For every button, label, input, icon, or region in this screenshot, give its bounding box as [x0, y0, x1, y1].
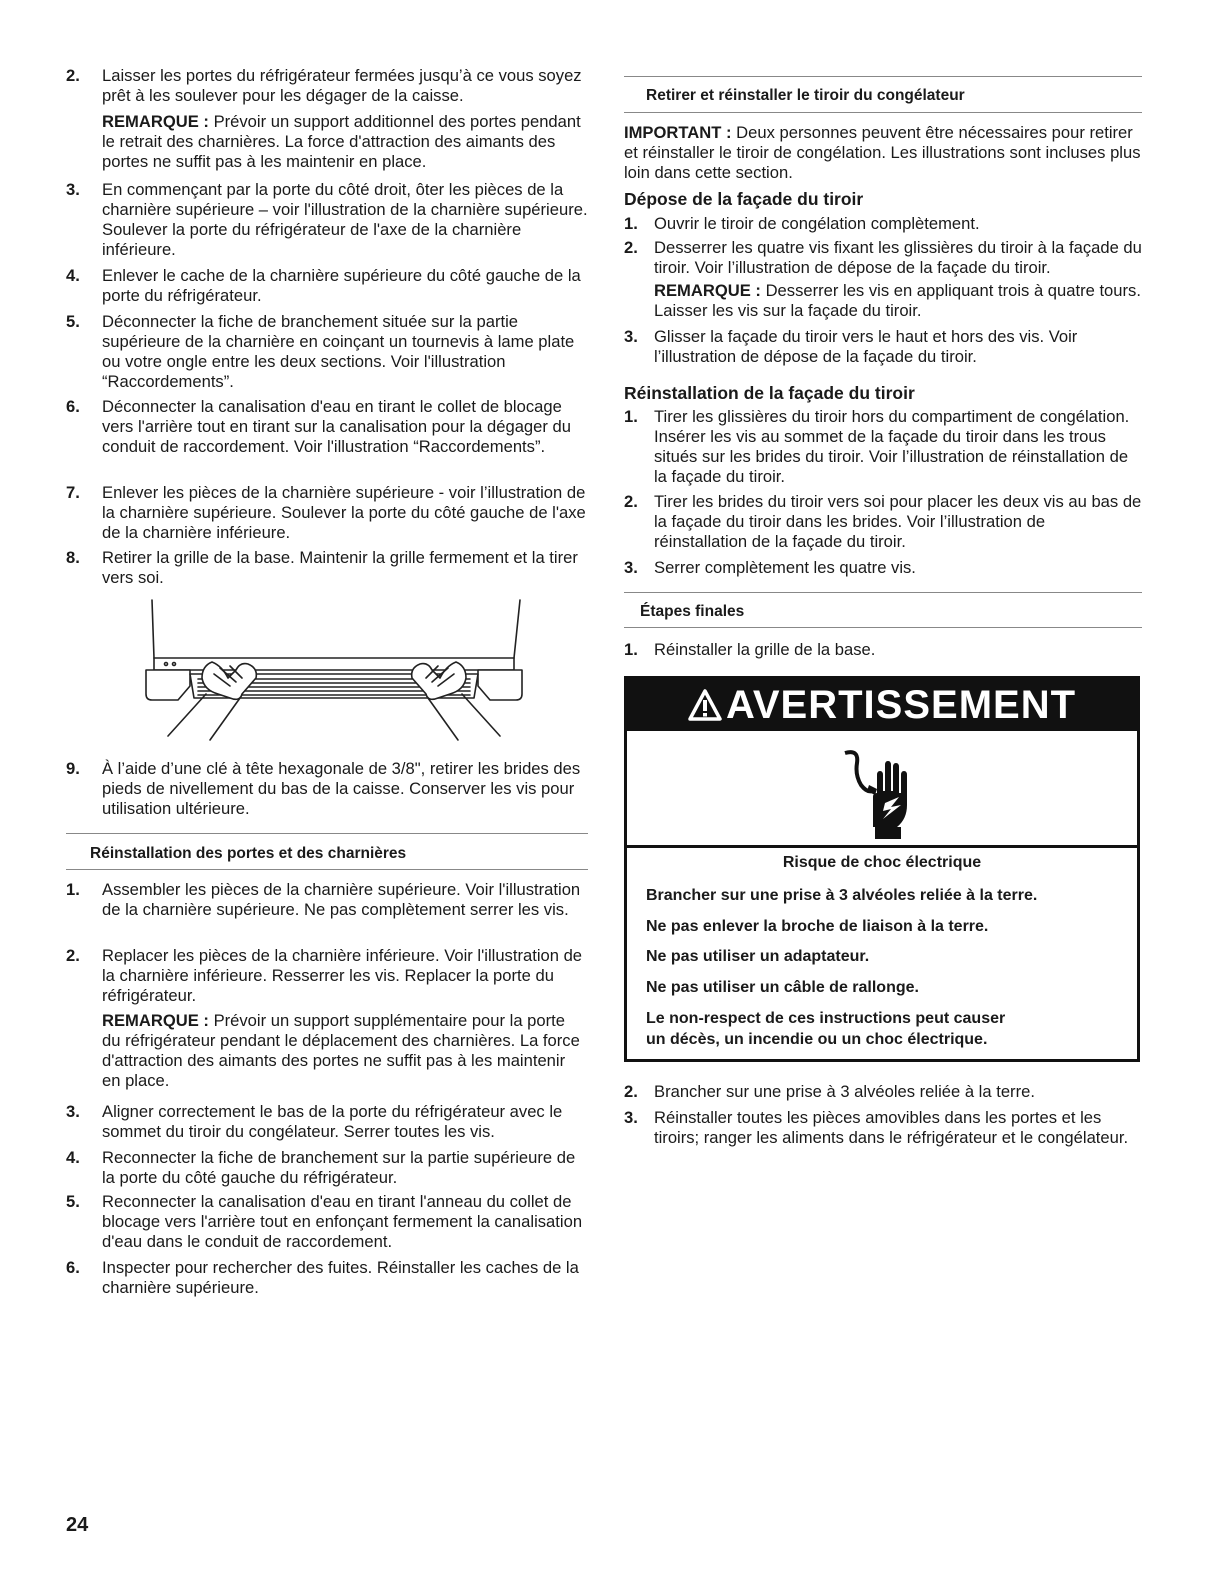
list-item: 3. Aligner correctement le bas de la porte du réfrigérateur avec le sommet du tiroir du congélateur. Serrer toutes les vis. [66, 1102, 563, 1141]
list-item: 9. À l’aide d’une clé à tête hexagonale de 3/8", retirer les brides des pieds de nivellement du bas de la caisse. Conserver les vis pour utilisation ultérieure. [66, 759, 581, 818]
section-title: Étapes finales [640, 603, 745, 620]
divider [624, 112, 1142, 113]
list-item: 6. Inspecter pour rechercher des fuites. Réinstaller les caches de la charnière supérieure. [66, 1258, 579, 1297]
list-item: 2. Desserrer les quatre vis fixant les glissières du tiroir à la façade du tiroir. Voir l’illustration de dépose de la façade du tiroir. [624, 238, 1142, 277]
warning-line: Ne pas utiliser un câble de rallonge. [646, 979, 919, 996]
warning-divider [627, 845, 1137, 848]
list-item: 5. Reconnecter la canalisation d'eau en tirant l'anneau du collet de blocage vers l'arrière tout en enfonçant fermement la canalisation d'eau dans le conduit de raccordement. [66, 1192, 583, 1251]
list-item: 8. Retirer la grille de la base. Maintenir la grille fermement et la tirer vers soi. [66, 548, 578, 587]
divider [624, 627, 1142, 628]
divider [624, 592, 1142, 593]
section-title: Retirer et réinstaller le tiroir du congélateur [646, 87, 965, 104]
section-title: Réinstallation des portes et des charnières [90, 845, 407, 862]
warning-line: un décès, un incendie ou un choc électrique. [646, 1031, 988, 1048]
warning-triangle-icon [688, 689, 722, 721]
list-item: 4. Enlever le cache de la charnière supérieure du côté gauche de la porte du réfrigérateur. [66, 266, 581, 305]
list-item: 2. Laisser les portes du réfrigérateur fermées jusqu’à ce vous soyez prêt à les soulever pour les dégager de la caisse. [66, 66, 582, 105]
warning-risk-title: Risque de choc électrique [782, 854, 982, 871]
list-item: 6. Déconnecter la canalisation d'eau en tirant le collet de blocage vers l'arrière tout en tirant sur la canalisation pour la dégager du conduit de raccordement. Voir l'illustration “Raccordements”. [66, 397, 571, 456]
warning-box [624, 676, 1140, 1062]
warning-line: Ne pas enlever la broche de liaison à la terre. [646, 918, 989, 935]
list-item: 7. Enlever les pièces de la charnière supérieure - voir l’illustration de la charnière supérieure. Soulever la porte du côté gauche de l'axe de la charnière inférieure. [66, 483, 586, 542]
remark-note: REMARQUE : Desserrer les vis en appliquant trois à quatre tours. Laisser les vis sur la façade du tiroir. [654, 281, 1141, 320]
remark-note: REMARQUE : Prévoir un support supplémentaire pour la porte du réfrigérateur pendant le déplacement des charnières. La force d'attraction des aimants des portes ne suffit pas à les maintenir en place. [102, 1011, 580, 1090]
list-item: 5. Déconnecter la fiche de branchement située sur la partie supérieure de la charnière en coinçant un tournevis à lame plate ou votre ongle entre les deux sections. Voir l'illustration “Raccordements”. [66, 312, 575, 391]
list-item: 3. En commençant par la porte du côté droit, ôter les pièces de la charnière supérieure – voir l'illustration de la charnière supérieure. Soulever la porte du réfrigérateur de l'axe de la charnière inférieure. [66, 180, 588, 259]
list-item: 2. Replacer les pièces de la charnière inférieure. Voir l'illustration de la charnière inférieure. Resserrer les vis. Replacer la porte du réfrigérateur. [66, 946, 583, 1005]
list-item: 3. Réinstaller toutes les pièces amovibles dans les portes et les tiroirs; ranger les aliments dans le réfrigérateur et le congélateur. [624, 1108, 1129, 1147]
remark-note: REMARQUE : Prévoir un support additionnel des portes pendant le retrait des charnières. La force d'attraction des aimants des portes ne suffit pas à les maintenir en place. [102, 112, 581, 171]
warning-line: Le non-respect de ces instructions peut causer [646, 1010, 1006, 1027]
base-grille-illustration [144, 598, 524, 743]
important-note: IMPORTANT : Deux personnes peuvent être nécessaires pour retirer et réinstaller le tiroir de congélation. Les illustrations sont incluses plus loin dans cette section. [624, 123, 1141, 182]
list-item: 2. Brancher sur une prise à 3 alvéoles reliée à la terre. [624, 1082, 1035, 1101]
list-item: 1. Réinstaller la grille de la base. [624, 640, 876, 659]
warning-header: AVERTISSEMENT [627, 679, 1137, 731]
divider [66, 869, 588, 870]
list-item: 3. Serrer complètement les quatre vis. [624, 558, 916, 577]
divider [624, 76, 1142, 77]
list-item: 4. Reconnecter la fiche de branchement sur la partie supérieure de la porte du côté gauche du réfrigérateur. [66, 1148, 576, 1187]
list-item: 1. Tirer les glissières du tiroir hors du compartiment de congélation. Insérer les vis au sommet de la façade du tiroir dans les trous situés sur les brides du tiroir. Voir l’illustration de réinstallation de la façade du tiroir. [624, 407, 1130, 486]
warning-line: Brancher sur une prise à 3 alvéoles reliée à la terre. [646, 887, 1038, 904]
electric-shock-hand-icon [839, 745, 919, 841]
list-item: 1. Assembler les pièces de la charnière supérieure. Voir l'illustration de la charnière supérieure. Ne pas complètement serrer les vis. [66, 880, 581, 919]
subsection-title: Dépose de la façade du tiroir [624, 189, 864, 209]
divider [66, 833, 588, 834]
list-item: 2. Tirer les brides du tiroir vers soi pour placer les deux vis au bas de la façade du tiroir dans les brides. Voir l’illustration de réinstallation de la façade du tiroir. [624, 492, 1142, 551]
warning-line: Ne pas utiliser un adaptateur. [646, 948, 870, 965]
subsection-title: Réinstallation de la façade du tiroir [624, 383, 915, 403]
page-number: 24 [66, 1514, 89, 1536]
list-item: 1. Ouvrir le tiroir de congélation complètement. [624, 214, 980, 233]
list-item: 3. Glisser la façade du tiroir vers le haut et hors des vis. Voir l’illustration de dépose de la façade du tiroir. [624, 327, 1078, 366]
